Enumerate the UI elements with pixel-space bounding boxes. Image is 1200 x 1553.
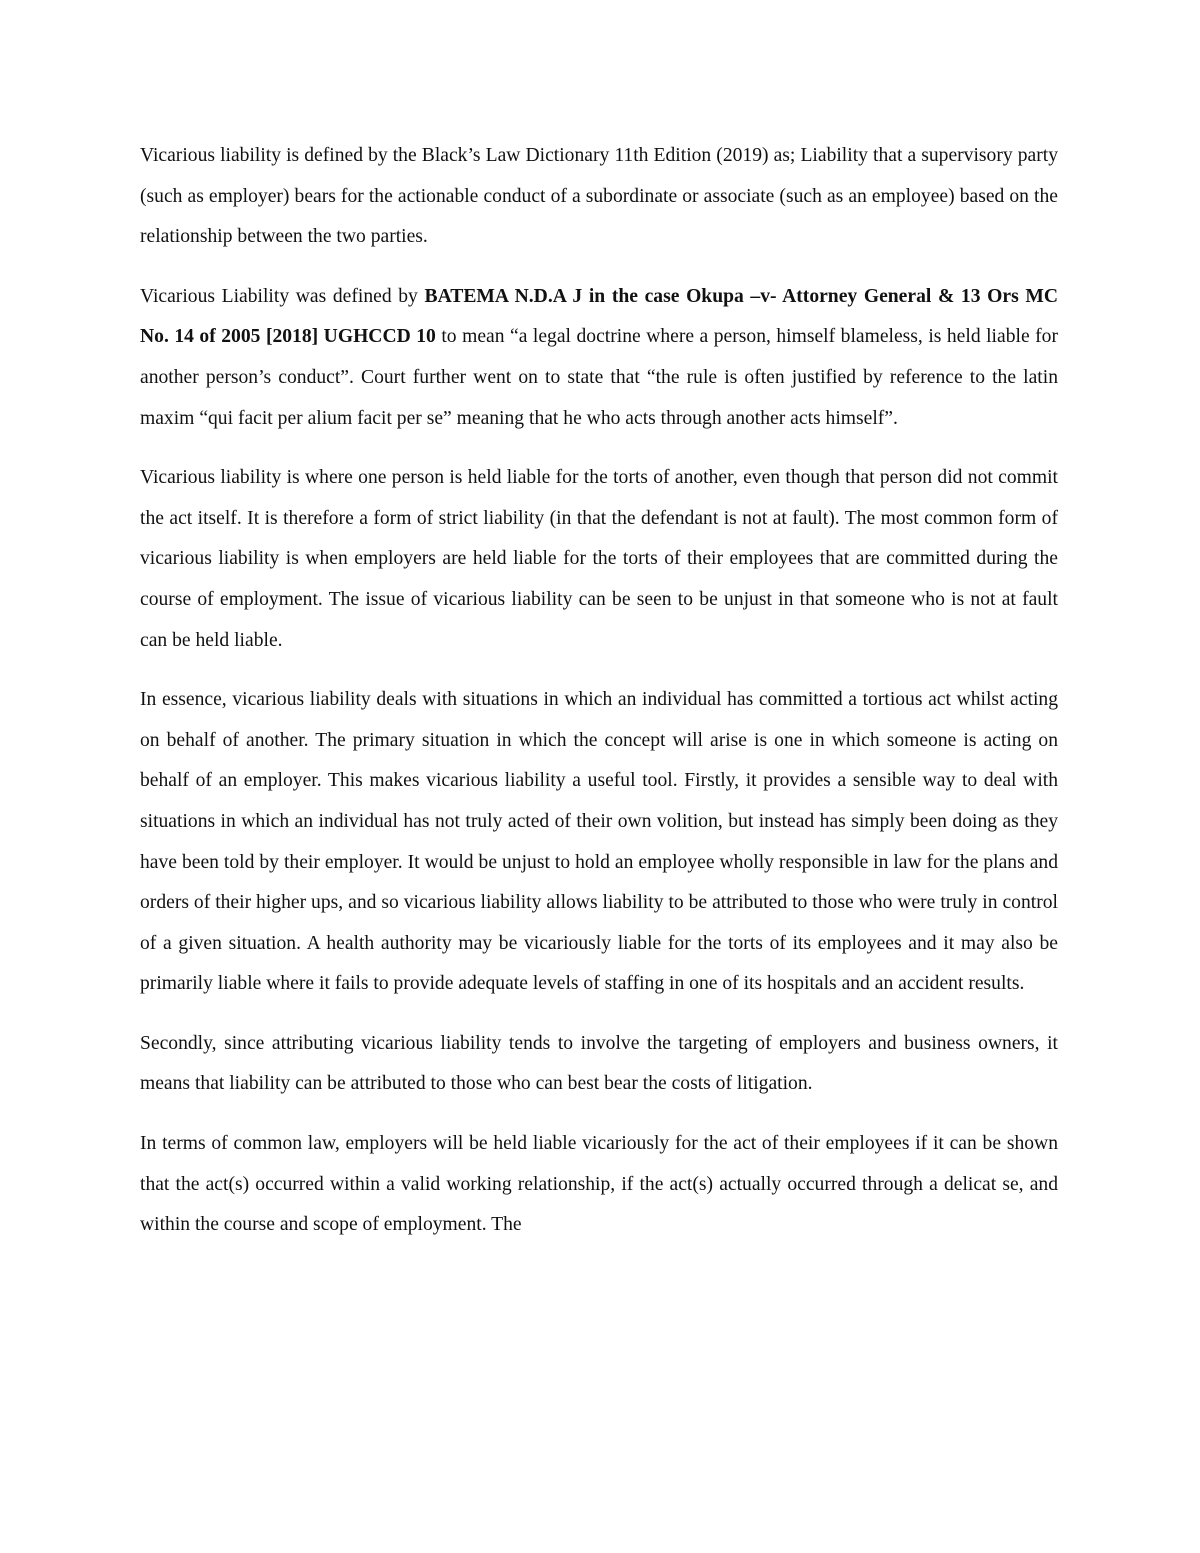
paragraph-common-law: In terms of common law, employers will be held liable vicariously for the act of their employees if it can be shown that the act(s) occurred within a valid working relationship, if the act(s) actually occurred through a delicat se, and within the course and scope of employment. The	[140, 1133, 1058, 1236]
document-page	[140, 136, 1058, 1265]
paragraph-strict-liability: Vicarious liability is where one person is held liable for the torts of another, even though that person did not commit the act itself. It is therefore a form of strict liability (in that the defendant is not at fault). The most common form of vicarious liability is when employers are held liable for the torts of their employees that are committed during the course of employment. The issue of vicarious liability can be seen to be unjust in that someone who is not at fault can be held liable.	[140, 467, 1058, 651]
paragraph-in-essence: In essence, vicarious liability deals with situations in which an individual has committed a tortious act whilst acting on behalf of another. The primary situation in which the concept will arise is one in which someone is acting on behalf of an employer. This makes vicarious liability a useful tool. Firstly, it provides a sensible way to deal with situations in which an individual has not truly acted of their own volition, but instead has simply been doing as they have been told by their employer. It would be unjust to hold an employee wholly responsible in law for the plans and orders of their higher ups, and so vicarious liability allows liability to be attributed to those who were truly in control of a given situation. A health authority may be vicariously liable for the torts of its employees and it may also be primarily liable where it fails to provide adequate levels of staffing in one of its hospitals and an accident results.	[140, 689, 1058, 995]
paragraph-text-tail: to mean “a legal doctrine where a person, himself blameless, is held liable for another person’s conduct”. Court further went on to state that “the rule is often justified by reference to the latin maxim “qui facit per alium facit per se” meaning that he who acts through another acts himself”.	[140, 326, 1058, 429]
paragraph-text-lead: Vicarious Liability was defined by	[140, 285, 425, 307]
paragraph-definition-blacks-law: Vicarious liability is defined by the Black’s Law Dictionary 11th Edition (2019) as; Liability that a supervisory party (such as employer) bears for the actionable conduct of a subordinate or associate (such as an employee) based on the relationship between the two parties.	[140, 145, 1058, 248]
paragraph-definition-batema	[140, 277, 1058, 439]
paragraph-secondly: Secondly, since attributing vicarious liability tends to involve the targeting of employers and business owners, it means that liability can be attributed to those who can best bear the costs of litigation.	[140, 1032, 1058, 1095]
case-citation: BATEMA N.D.A J in the case Okupa –v- Attorney General & 13 Ors MC No. 14 of 2005 [2018] UGHCCD 10	[140, 285, 1058, 348]
